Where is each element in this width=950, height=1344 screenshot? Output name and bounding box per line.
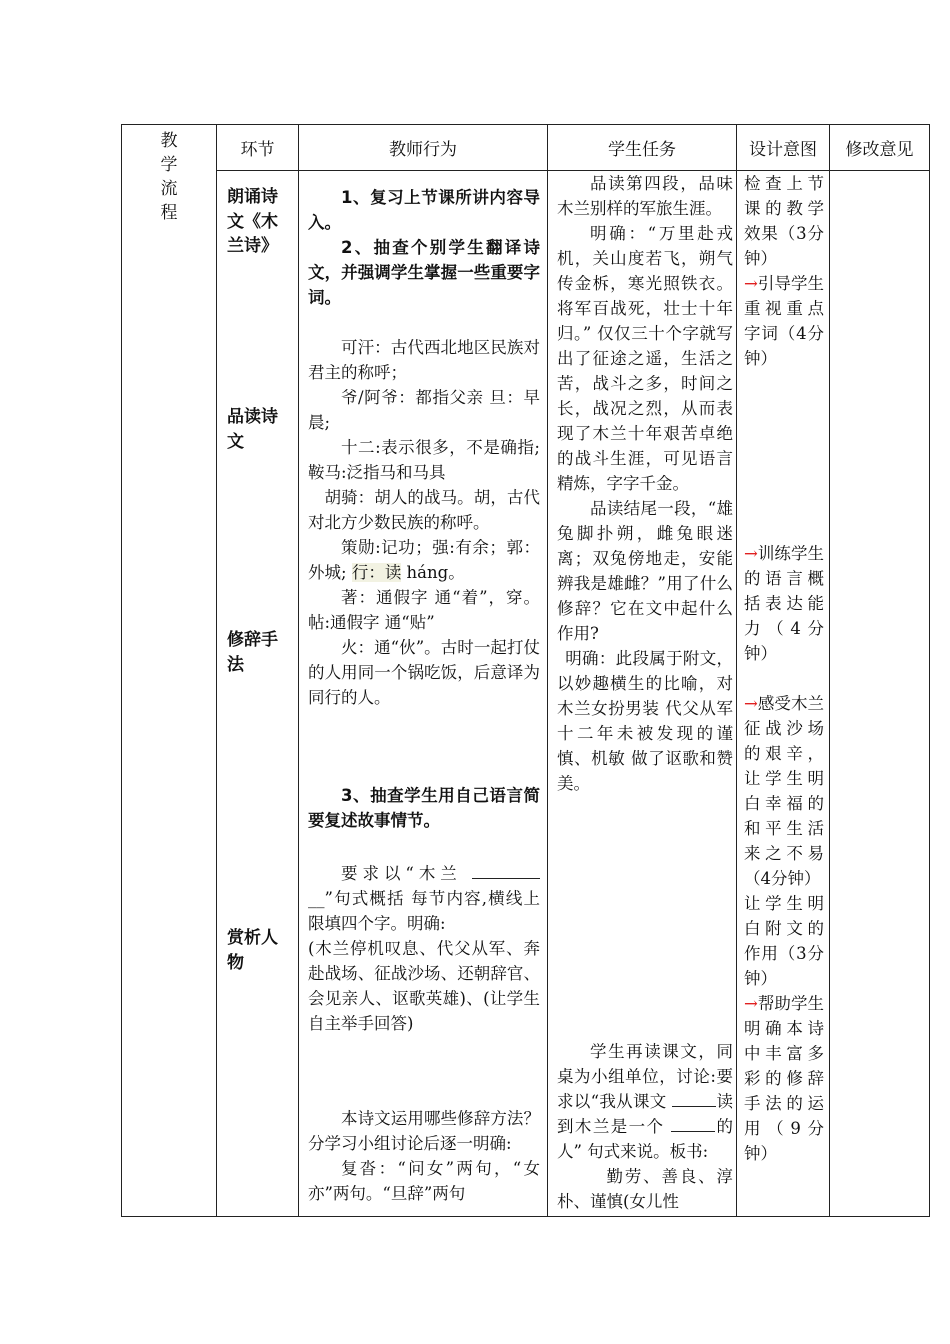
fill-blank	[672, 1106, 716, 1107]
task-text: 的人” 句式来说。板书:	[557, 1117, 733, 1161]
arrow-icon: →	[744, 544, 758, 563]
arrow-icon: →	[744, 694, 758, 713]
retell-text: __”句式概括 每节内容,横线上限填四个字。明确:	[308, 889, 540, 933]
teacher-step-3: 3、抽查学生用自己语言简要复述故事情节。	[308, 786, 540, 830]
teacher-step-2: 2、抽查个别学生翻译诗文，并强调学生掌握一些重要字词。	[308, 238, 540, 307]
retell-prompt	[308, 861, 540, 936]
vocab-line: 著：通假字 通“着”，穿。 帖:通假字 通“贴”	[308, 588, 540, 632]
arrow-icon: →	[744, 994, 758, 1013]
section-rhetoric: 修辞手法	[227, 630, 278, 675]
task-text: 学生再读课文，同桌为小组单位，讨论:要求以“我从课文	[557, 1042, 733, 1111]
student-column	[548, 171, 737, 1217]
intent-text: 训练学生的语言概括表达能力（4分钟）	[744, 544, 824, 663]
header-section: 环节	[217, 125, 299, 171]
intent-item: 检查上节课的教学效果（3分钟）	[744, 174, 824, 268]
intent-item: 让学生明白附文的作用（3分钟）	[744, 894, 824, 988]
retell-answer: (木兰停机叹息、代父从军、奔赴战场、征战沙场、还朝辞官、会见亲人、讴歌英雄)、(让学生自主举手回答)	[308, 939, 540, 1033]
intent-item	[744, 691, 824, 891]
fill-blank	[472, 878, 540, 879]
flow-char: 学	[160, 155, 178, 175]
vocab-line: 可汗：古代西北地区民族对君主的称呼；	[308, 338, 540, 382]
lesson-plan-table	[121, 124, 930, 1217]
rhetoric-answer: 复沓：“问女”两句，“女亦”两句。“旦辞”两句	[308, 1159, 540, 1203]
teacher-column	[299, 171, 548, 1217]
student-answer-2: 明确：此段属于附文，以妙趣横生的比喻，对木兰女扮男装 代父从军十二年未被发现的谨慎、机敏 做了讴歌和赞美。	[557, 649, 733, 793]
intent-item	[744, 991, 824, 1166]
arrow-icon: →	[744, 274, 758, 293]
intent-text: 帮助学生明确本诗中丰富多彩的修辞手法的运用（9分钟）	[744, 994, 824, 1163]
board-notes: 勤劳、善良、淳朴、谨慎(女儿性	[557, 1167, 733, 1211]
header-intent: 设计意图	[737, 125, 830, 171]
flow-char: 程	[160, 203, 178, 223]
student-task-1: 品读第四段，品味木兰别样的军旅生涯。	[557, 174, 733, 218]
student-task-2: 品读结尾一段，“雄兔脚扑朔，雌兔眼迷离；双兔傍地走，安能辨我是雄雌？”用了什么修辞？它在文中起什么作用?	[557, 499, 733, 643]
flow-char: 流	[160, 179, 178, 199]
header-student: 学生任务	[548, 125, 737, 171]
section-read: 品读诗文	[227, 407, 278, 452]
header-teacher: 教师行为	[299, 125, 548, 171]
vocab-line	[308, 535, 540, 585]
vocab-line: 十二:表示很多，不是确指; 鞍马:泛指马和马具	[308, 438, 540, 482]
header-row	[122, 125, 930, 171]
flow-char: 教	[160, 131, 178, 151]
vocab-text: háng。	[401, 563, 465, 582]
header-revise: 修改意见	[830, 125, 930, 171]
section-character: 赏析人物	[227, 928, 278, 973]
intent-item	[744, 541, 824, 666]
teacher-step-1: 1、复习上节课所讲内容导入。	[308, 188, 540, 232]
task-text: 读到木兰是一个	[557, 1092, 733, 1136]
body-row	[122, 171, 930, 1217]
intent-item	[744, 271, 824, 371]
retell-text: 要求以“木兰	[341, 864, 472, 883]
revise-column	[830, 171, 930, 1217]
student-answer-1: 明确：“万里赴戎机，关山度若飞，朔气传金柝，寒光照铁衣。 将军百战死，壮士十年归。” 仅仅三十个字就写出了征途之遥，生活之苦，战斗之多，时间之长，战况之烈，从而表现了木兰十年艰苦卓绝的战斗生涯，可见语言精炼，字字千金。	[557, 224, 733, 493]
rhetoric-question: 本诗文运用哪些修辞方法？分学习小组讨论后逐一明确:	[308, 1109, 540, 1153]
highlighted-text: 行：读	[351, 563, 402, 582]
student-task-3	[557, 1039, 733, 1164]
intent-text: 引导学生重视重点字词（4分钟）	[744, 274, 824, 368]
vocab-text: 策勋:记功；强:有余；郭：外城;	[308, 538, 540, 582]
intent-column	[737, 171, 830, 1217]
vocab-line: 火：通“伙”。古时一起打仗的人用同一个锅吃饭，后意译为同行的人。	[308, 638, 540, 707]
section-column	[217, 171, 299, 1217]
vocab-line: 胡骑：胡人的战马。胡，古代对北方少数民族的称呼。	[308, 488, 540, 532]
fill-blank	[671, 1131, 715, 1132]
section-recite: 朗诵诗文《木兰诗》	[227, 187, 278, 256]
vocab-line: 爷/阿爷：都指父亲 旦：早晨;	[308, 388, 540, 432]
intent-text: 感受木兰征战沙场的艰辛，让学生明白幸福的和平生活来之不易（4分钟）	[744, 694, 824, 888]
teaching-flow-cell	[122, 125, 217, 1217]
